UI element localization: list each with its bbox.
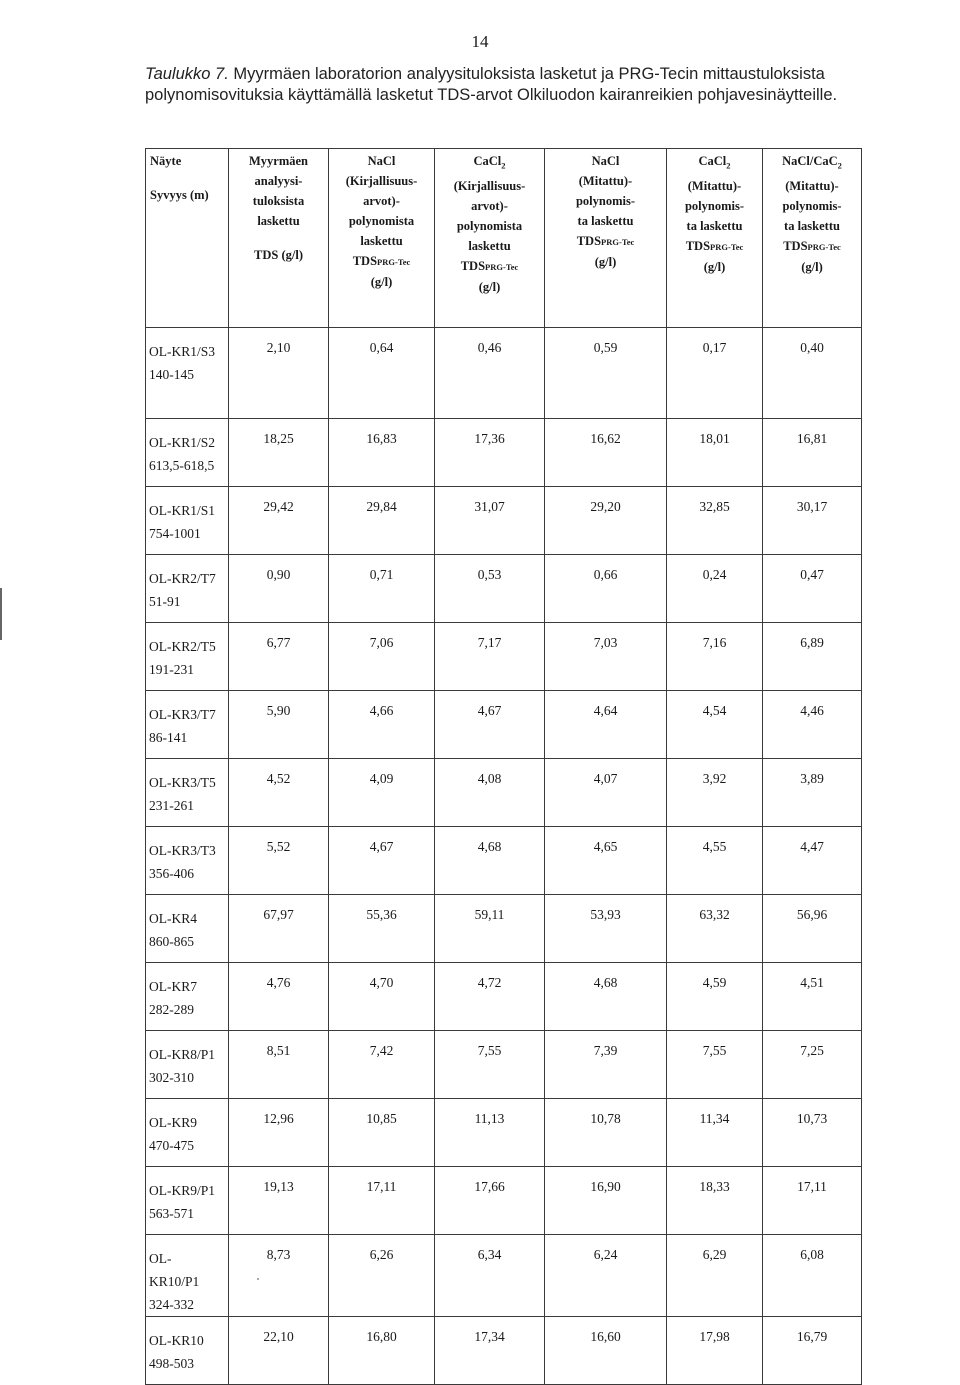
tds-value-cell: 0,71: [329, 555, 435, 623]
tds-value-cell: 17,11: [329, 1167, 435, 1235]
tds-value-cell: 0,40: [763, 328, 862, 419]
tds-value-cell: 4,09: [329, 759, 435, 827]
tds-value-cell: 16,80: [329, 1317, 435, 1385]
table-row: [146, 1167, 960, 1235]
depth-range: 498-503: [149, 1352, 228, 1375]
sample-id: OL-KR4: [149, 907, 228, 930]
depth-range: 86-141: [149, 726, 228, 749]
depth-range: 613,5-618,5: [149, 454, 228, 477]
tds-value-cell: 10,78: [545, 1099, 667, 1167]
tds-value-cell: 4,68: [435, 827, 545, 895]
tds-value-cell: 4,52: [229, 759, 329, 827]
sample-cell: [146, 328, 229, 419]
depth-range: 754-1001: [149, 522, 228, 545]
sample-cell: [146, 1317, 229, 1385]
tds-value-cell: 4,67: [435, 691, 545, 759]
depth-range: 140-145: [149, 363, 228, 386]
tds-value-cell: 16,62: [545, 419, 667, 487]
caption-label: Taulukko 7.: [145, 65, 229, 83]
table-row: [146, 1235, 960, 1317]
tds-value-cell: 7,17: [435, 623, 545, 691]
header-nacl-cacl2-measured: NaCl/CaC$_2$ (Mitattu)- polynomis- ta laskettu TDSPRG-Tec (g/l): [763, 149, 862, 328]
tds-value-cell: 19,13: [229, 1167, 329, 1235]
sample-cell: [146, 487, 229, 555]
sample-id: OL-KR3/T7: [149, 703, 228, 726]
table-row: [146, 759, 960, 827]
tds-value-cell: 4,55: [667, 827, 763, 895]
table-row: [146, 1317, 960, 1385]
header-nacl-measured: NaCl (Mitattu)- polynomis- ta laskettu TDSPRG-Tec (g/l): [545, 149, 667, 328]
tds-value-cell: 8,73: [229, 1235, 329, 1317]
depth-range: 302-310: [149, 1066, 228, 1089]
caption-text: Myyrmäen laboratorion analyysituloksista lasketut ja PRG-Tecin mittaustuloksista polynomisovituksia käyttämällä lasketut TDS-arvot Olkiluodon kairanreikien pohjavesinäytteille.: [145, 65, 837, 104]
tds-value-cell: 4,59: [667, 963, 763, 1031]
tds-value-cell: 4,46: [763, 691, 862, 759]
sample-id: OL-KR3/T5: [149, 771, 228, 794]
tds-value-cell: 11,34: [667, 1099, 763, 1167]
depth-range: 860-865: [149, 930, 228, 953]
tds-value-cell: 6,29: [667, 1235, 763, 1317]
tds-value-cell: 0,90: [229, 555, 329, 623]
tds-value-cell: 17,98: [667, 1317, 763, 1385]
sample-cell: [146, 1167, 229, 1235]
depth-range: 231-261: [149, 794, 228, 817]
sample-id: OL-KR1/S2: [149, 431, 228, 454]
tds-value-cell: 10,73: [763, 1099, 862, 1167]
tds-value-cell: 29,84: [329, 487, 435, 555]
tds-value-cell: 7,25: [763, 1031, 862, 1099]
depth-range: 563-571: [149, 1202, 228, 1225]
tds-value-cell: 7,42: [329, 1031, 435, 1099]
sample-cell: [146, 1099, 229, 1167]
depth-range: 51-91: [149, 590, 228, 613]
tds-value-cell: 3,92: [667, 759, 763, 827]
header-nacl-literature: NaCl (Kirjallisuus- arvot)- polynomista laskettu TDSPRG-Tec (g/l): [329, 149, 435, 328]
table-row: [146, 1099, 960, 1167]
header-row: [146, 149, 960, 328]
tds-value-cell: 2,10: [229, 328, 329, 419]
tds-value-cell: 17,11: [763, 1167, 862, 1235]
tds-value-cell: 29,20: [545, 487, 667, 555]
tds-value-cell: 63,32: [667, 895, 763, 963]
depth-range: 282-289: [149, 998, 228, 1021]
sample-cell: [146, 691, 229, 759]
tds-value-cell: 7,06: [329, 623, 435, 691]
page-number: 14: [0, 32, 960, 52]
sample-id: OL-: [149, 1247, 228, 1270]
sample-id: OL-KR7: [149, 975, 228, 998]
tds-value-cell: 7,39: [545, 1031, 667, 1099]
tds-value-cell: 6,24: [545, 1235, 667, 1317]
sample-cell: [146, 555, 229, 623]
tds-value-cell: 12,96: [229, 1099, 329, 1167]
tds-value-cell: 4,54: [667, 691, 763, 759]
sample-id: OL-KR2/T7: [149, 567, 228, 590]
tds-value-cell: 4,51: [763, 963, 862, 1031]
tds-value-cell: 59,11: [435, 895, 545, 963]
sample-cell: [146, 1031, 229, 1099]
tds-value-cell: 4,65: [545, 827, 667, 895]
tds-value-cell: 3,89: [763, 759, 862, 827]
table-row: [146, 963, 960, 1031]
sample-id: KR10/P1: [149, 1270, 228, 1293]
tds-value-cell: 56,96: [763, 895, 862, 963]
sample-cell: [146, 623, 229, 691]
table-row: [146, 419, 960, 487]
tds-value-cell: 4,76: [229, 963, 329, 1031]
tds-value-cell: 17,66: [435, 1167, 545, 1235]
table-row: [146, 1031, 960, 1099]
tds-value-cell: 22,10: [229, 1317, 329, 1385]
sample-id: OL-KR10: [149, 1329, 228, 1352]
sample-id: OL-KR9/P1: [149, 1179, 228, 1202]
tds-value-cell: 7,55: [667, 1031, 763, 1099]
tds-value-cell: 4,64: [545, 691, 667, 759]
tds-value-cell: 4,07: [545, 759, 667, 827]
sample-id: OL-KR1/S3: [149, 340, 228, 363]
tds-value-cell: 10,85: [329, 1099, 435, 1167]
tds-value-cell: 55,36: [329, 895, 435, 963]
tds-value-cell: 4,66: [329, 691, 435, 759]
scan-edge-mark: [0, 588, 2, 640]
sample-cell: [146, 419, 229, 487]
header-cacl2-literature: CaCl$_2$ (Kirjallisuus- arvot)- polynomista laskettu TDSPRG-Tec (g/l): [435, 149, 545, 328]
tds-value-cell: 29,42: [229, 487, 329, 555]
tds-value-cell: 18,33: [667, 1167, 763, 1235]
tds-value-cell: 0,46: [435, 328, 545, 419]
tds-value-cell: 0,59: [545, 328, 667, 419]
tds-value-cell: 16,90: [545, 1167, 667, 1235]
tds-value-cell: 11,13: [435, 1099, 545, 1167]
table-row: [146, 691, 960, 759]
tds-value-cell: 16,83: [329, 419, 435, 487]
table-row: [146, 895, 960, 963]
sample-id: OL-KR9: [149, 1111, 228, 1134]
depth-range: 356-406: [149, 862, 228, 885]
tds-value-cell: 4,68: [545, 963, 667, 1031]
header-cacl2-measured: CaCl$_2$ (Mitattu)- polynomis- ta laskettu TDSPRG-Tec (g/l): [667, 149, 763, 328]
sample-cell: [146, 827, 229, 895]
tds-value-cell: 16,60: [545, 1317, 667, 1385]
tds-value-cell: 4,47: [763, 827, 862, 895]
tds-value-cell: 6,34: [435, 1235, 545, 1317]
tds-value-cell: 16,81: [763, 419, 862, 487]
tds-value-cell: 0,66: [545, 555, 667, 623]
tds-value-cell: 18,25: [229, 419, 329, 487]
tds-value-cell: 6,26: [329, 1235, 435, 1317]
tds-value-cell: 17,36: [435, 419, 545, 487]
table-row: [146, 328, 960, 419]
tds-value-cell: 32,85: [667, 487, 763, 555]
header-sample-depth: Näyte Syvyys (m): [146, 149, 229, 328]
tds-value-cell: 0,24: [667, 555, 763, 623]
depth-range: 470-475: [149, 1134, 228, 1157]
sample-cell: [146, 963, 229, 1031]
tds-value-cell: 5,52: [229, 827, 329, 895]
header-myyrmaki-tds: Myyrmäen analyysi- tuloksista laskettu TDS (g/l): [229, 149, 329, 328]
sample-id: OL-KR2/T5: [149, 635, 228, 658]
tds-value-cell: 67,97: [229, 895, 329, 963]
tds-value-cell: 4,70: [329, 963, 435, 1031]
tds-value-cell: 17,34: [435, 1317, 545, 1385]
depth-range: 191-231: [149, 658, 228, 681]
tds-value-cell: 31,07: [435, 487, 545, 555]
tds-value-cell: 0,53: [435, 555, 545, 623]
tds-value-cell: 5,90: [229, 691, 329, 759]
table-row: [146, 555, 960, 623]
tds-value-cell: 6,89: [763, 623, 862, 691]
tds-value-cell: 53,93: [545, 895, 667, 963]
sample-cell: [146, 1235, 229, 1317]
tds-value-cell: 8,51: [229, 1031, 329, 1099]
sample-id: OL-KR3/T3: [149, 839, 228, 862]
table-row: [146, 827, 960, 895]
sample-id: OL-KR8/P1: [149, 1043, 228, 1066]
tds-value-cell: 16,79: [763, 1317, 862, 1385]
table-row: [146, 623, 960, 691]
tds-results-table: [145, 148, 960, 1385]
tds-value-cell: 0,47: [763, 555, 862, 623]
sample-id: OL-KR1/S1: [149, 499, 228, 522]
tds-value-cell: 30,17: [763, 487, 862, 555]
tds-value-cell: 4,67: [329, 827, 435, 895]
tds-value-cell: 0,17: [667, 328, 763, 419]
table-row: [146, 487, 960, 555]
tds-value-cell: 7,03: [545, 623, 667, 691]
sample-cell: [146, 895, 229, 963]
tds-value-cell: 4,08: [435, 759, 545, 827]
tds-value-cell: 7,55: [435, 1031, 545, 1099]
tds-value-cell: 6,08: [763, 1235, 862, 1317]
sample-cell: [146, 759, 229, 827]
depth-range: 324-332: [149, 1293, 228, 1316]
tds-value-cell: 4,72: [435, 963, 545, 1031]
tds-value-cell: 6,77: [229, 623, 329, 691]
table-caption: [145, 64, 845, 106]
tds-value-cell: 0,64: [329, 328, 435, 419]
tds-value-cell: 18,01: [667, 419, 763, 487]
tds-value-cell: 7,16: [667, 623, 763, 691]
